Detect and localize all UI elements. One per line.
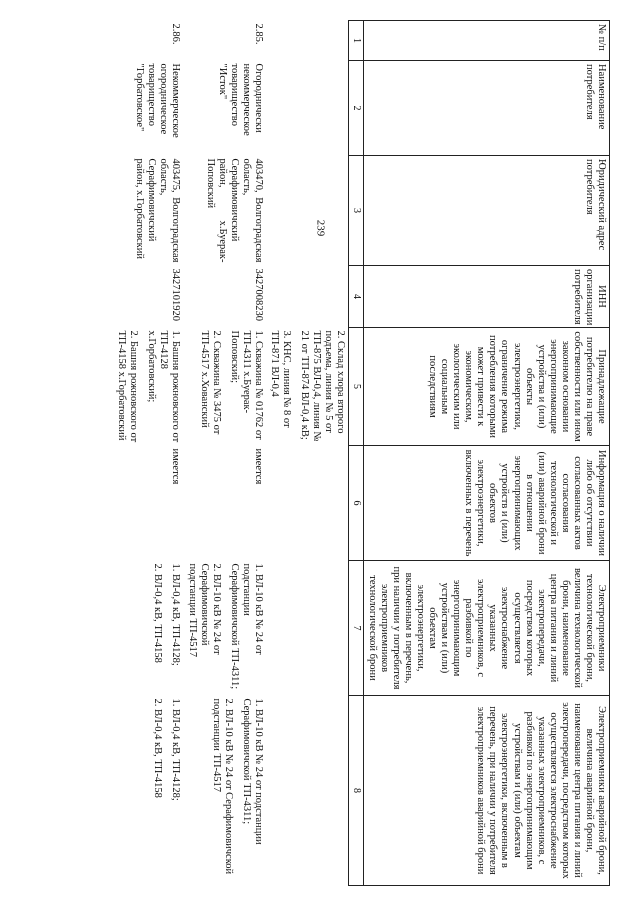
- cell-tech-reserve: [113, 561, 183, 696]
- cell-devices: [184, 328, 266, 446]
- cell-num: 2.86.: [170, 23, 182, 45]
- list-item: 1. Скважина № 01762 от ТП-4311 х.Буерак-Поповский;: [228, 330, 264, 440]
- list-item: 1. ВЛ-0,4 кВ, ТП-4128;: [170, 698, 182, 801]
- list-item: 2. ВЛ-10 кВ № 24 от Серафимовичской подстанции ТП-4517: [210, 698, 234, 875]
- list-item: 1. ВЛ-10 кВ № 24 от подстанции Серафимовичской ТП-4311;: [240, 698, 264, 845]
- table-row: [113, 21, 183, 886]
- column-number: 7: [349, 561, 364, 696]
- consumer-table-sheet: [30, 20, 610, 885]
- list-item: 1. ВЛ-10 кВ № 24 от подстанции Серафимовичской ТП-4311;: [228, 563, 264, 690]
- column-number: 3: [349, 156, 364, 266]
- cell-inn: 3427101920: [170, 268, 182, 321]
- cell-inn: 3427008230: [252, 268, 264, 321]
- cell-emergency-reserve: [184, 696, 266, 886]
- cell-emergency-reserve: [113, 696, 183, 886]
- table-row-continuation: [266, 21, 349, 886]
- cell-devices: [113, 328, 183, 446]
- column-number: 2: [349, 61, 364, 156]
- header-row: [363, 21, 609, 886]
- header-address: Юридический адрес потребителя: [363, 156, 609, 266]
- cell-tech-reserve: [184, 561, 266, 696]
- list-item: 2. Скважина № 3475 от ТП-4517 х.Хованский: [198, 330, 222, 435]
- header-acts: Информация о наличии либо об отсутствии согласованных актов согласования технологической и (или) аварийной брони в отношении энергопринимающих устройств и (или) объектов электроэнергетики, включенных в перечень: [363, 446, 609, 561]
- list-item: 2. Склад хлора второго подъема, линия № 5 от ТП-875 ВЛ-0,4, линия № 21 от ТП-874 ВЛ-0,4 кВ;: [299, 330, 347, 442]
- page-number: 239: [314, 219, 327, 237]
- header-emergency-reserve: Электроприемники аварийной брони, величина аварийной брони, наименование центра питания и линий электропередачи, посредством которых осуществляется электроснабжение указанных электроприемников, с разбивкой по энергопринимающим устройствам и (или) объектам электроэнергетики, включенным в перечень, при наличии у потребителя электроприемников аварийной брони: [363, 696, 609, 886]
- cell-name: Огороднически некоммерческое товарищество "Исток": [216, 63, 264, 136]
- cell-acts: имеется: [252, 448, 264, 485]
- consumer-table: [113, 20, 610, 886]
- cell-address: 403475, Волгоградская область, Серафимовичский район, х.Горбатовский: [134, 158, 182, 263]
- cell-devices: [266, 328, 349, 446]
- column-number: 6: [349, 446, 364, 561]
- list-item: 2. ВЛ-10 кВ № 24 от Серафимовичской подстанции ТП-4517: [186, 563, 222, 658]
- list-item: 3. КНС, линия № 8 от ТП-871 ВЛ-0,4: [268, 330, 292, 428]
- table-row: [184, 21, 266, 886]
- header-devices: Принадлежащие потребителю на праве собственности или ином законном основании энергопринимающие устройства и (или) объекты электроэнергетики, ограничение режима потребления которыми может привести к экономическим, экологическим или социальным последствиям: [363, 328, 609, 446]
- cell-name: Некоммерческое огородническое товарищество "Горбатовское": [134, 63, 182, 138]
- cell-acts: имеется: [170, 448, 182, 485]
- column-number: 8: [349, 696, 364, 886]
- header-name: Наименование потребителя: [363, 61, 609, 156]
- list-item: 2. ВЛ-0,4 кВ, ТП-4158: [152, 698, 164, 798]
- list-item: 1. Башня рожновского от ТП-4128 х.Горбатовский;: [146, 330, 182, 443]
- column-number: 1: [349, 21, 364, 61]
- cell-num: 2.85.: [252, 23, 264, 45]
- header-tech-reserve: Электроприемники технологической брони, величина технологической брони, наименование центра питания и линий электропередачи, посредством которых осуществляется электроснабжение указанных электроприемников, с разбивкой по энергопринимающим устройствам и (или) объектам электроэнергетики, включенным в перечень, при наличии у потребителя электроприемников технологической брони: [363, 561, 609, 696]
- column-number: 5: [349, 328, 364, 446]
- list-item: 2. Башня рожновского от ТП-4158 х.Горбатовский: [116, 330, 140, 443]
- header-inn: ИНН организации потребителя: [363, 266, 609, 328]
- list-item: 1. ВЛ-0,4 кВ, ТП-4128;: [170, 563, 182, 666]
- column-number: 4: [349, 266, 364, 328]
- column-number-row: [349, 21, 364, 886]
- cell-address: 403470, Волгоградская область, Серафимовичский район, х.Буерак-Поповский: [204, 158, 264, 263]
- header-num: № п/п: [363, 21, 609, 61]
- list-item: 2. ВЛ-0,4 кВ, ТП-4158: [152, 563, 164, 663]
